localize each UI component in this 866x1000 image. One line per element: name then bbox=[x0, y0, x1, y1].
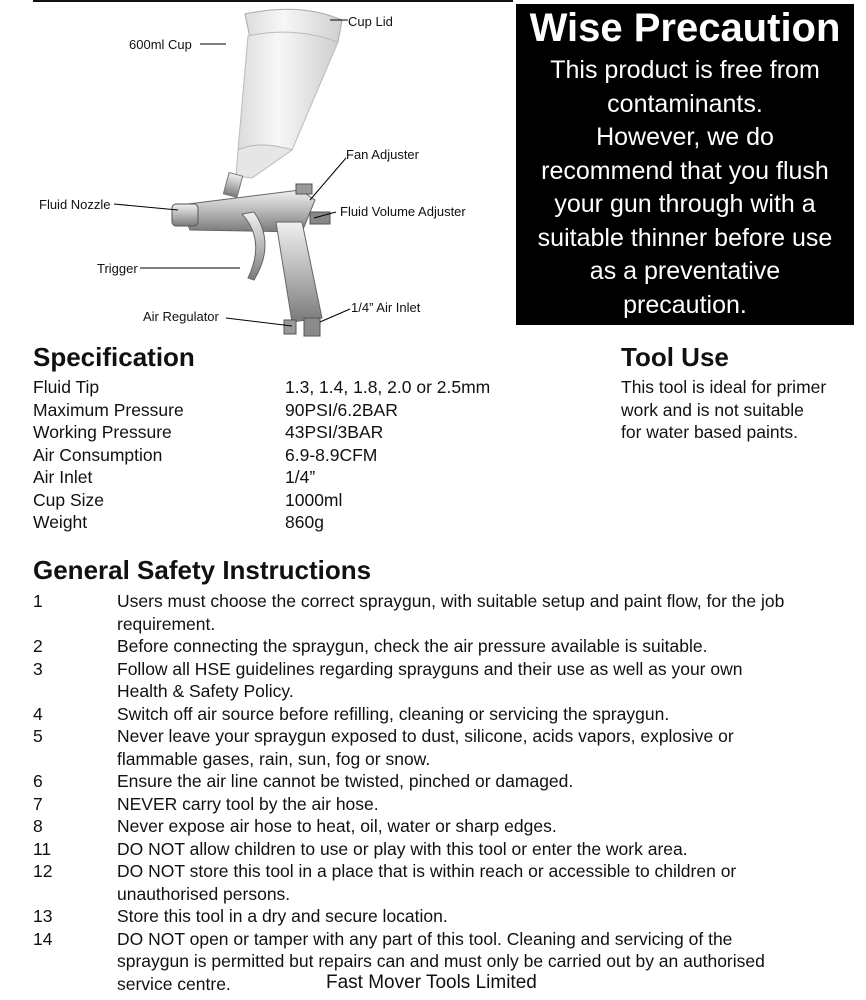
safety-item-number: 14 bbox=[33, 928, 53, 949]
spec-value: 6.9-8.9CFM bbox=[285, 444, 378, 465]
safety-item-text bbox=[117, 703, 833, 726]
spec-label: Weight bbox=[33, 512, 88, 532]
safety-item-number: 4 bbox=[33, 703, 43, 724]
safety-item-number: 12 bbox=[33, 861, 53, 881]
safety-item-number: 5 bbox=[33, 726, 43, 746]
safety-item-number: 3 bbox=[33, 658, 43, 679]
spec-value: 90PSI/6.2BAR bbox=[285, 399, 398, 420]
safety-item bbox=[33, 838, 833, 861]
safety-item-line: DO NOT open or tamper with any part of this tool. Cleaning and servicing of the bbox=[117, 928, 733, 949]
precaution-line: your gun through with a bbox=[554, 190, 816, 218]
spec-row bbox=[33, 511, 553, 534]
safety-item-line: DO NOT allow children to use or play with this tool or enter the work area. bbox=[117, 838, 688, 859]
precaution-body bbox=[516, 54, 854, 322]
safety-item-text bbox=[117, 770, 833, 793]
spec-label: Maximum Pressure bbox=[33, 399, 184, 420]
spec-row bbox=[33, 376, 553, 399]
callout-air-regulator: Air Regulator bbox=[143, 309, 219, 324]
safety-item bbox=[33, 725, 833, 770]
safety-item-line: requirement. bbox=[117, 613, 216, 634]
safety-item bbox=[33, 703, 833, 726]
safety-item-line: Follow all HSE guidelines regarding sprayguns and their use as well as your own bbox=[117, 658, 743, 679]
precaution-line: recommend that you flush bbox=[541, 156, 829, 185]
safety-item-line: Switch off air source before refilling, cleaning or servicing the spraygun. bbox=[117, 703, 670, 724]
precaution-line: contaminants. bbox=[607, 89, 763, 118]
safety-item-number: 13 bbox=[33, 906, 53, 926]
safety-list bbox=[33, 590, 833, 995]
specification-title: Specification bbox=[33, 342, 195, 372]
callout-fan-adjuster: Fan Adjuster bbox=[346, 147, 419, 162]
precaution-line: suitable thinner before use bbox=[537, 223, 833, 252]
safety-item-line: NEVER carry tool by the air hose. bbox=[117, 793, 379, 814]
safety-item-text bbox=[117, 635, 833, 658]
spec-value: 860g bbox=[285, 512, 324, 532]
safety-item bbox=[33, 770, 833, 793]
safety-item-text bbox=[117, 905, 833, 928]
callout-cup: 600ml Cup bbox=[129, 37, 192, 52]
safety-item-number: 1 bbox=[33, 591, 43, 611]
spray-gun-illustration bbox=[30, 0, 510, 345]
safety-item-number: 8 bbox=[33, 816, 43, 836]
precaution-line: However, we do bbox=[596, 123, 774, 151]
precaution-line: This product is free from bbox=[550, 56, 820, 84]
spec-label: Fluid Tip bbox=[33, 377, 100, 397]
safety-item-line: service centre. bbox=[117, 973, 231, 994]
spec-row bbox=[33, 466, 553, 489]
safety-item-text bbox=[117, 815, 833, 838]
callout-air-inlet: 1/4” Air Inlet bbox=[351, 300, 421, 315]
tool-use-title: Tool Use bbox=[621, 342, 729, 372]
spray-gun-diagram bbox=[30, 0, 510, 345]
safety-item-number: 2 bbox=[33, 636, 43, 656]
safety-item-line: Store this tool in a dry and secure location. bbox=[117, 906, 448, 926]
safety-item-line: flammable gases, rain, sun, fog or snow. bbox=[117, 748, 431, 769]
spec-label: Air Inlet bbox=[33, 467, 93, 487]
safety-item-text bbox=[117, 793, 833, 816]
safety-item bbox=[33, 815, 833, 838]
precaution-line: as a preventative bbox=[589, 257, 781, 285]
tool-use-line: This tool is ideal for primer bbox=[621, 377, 827, 397]
callout-fluid-volume-adjuster: Fluid Volume Adjuster bbox=[340, 204, 466, 219]
safety-item-number: 7 bbox=[33, 793, 43, 814]
safety-item bbox=[33, 905, 833, 928]
tool-use-line: for water based paints. bbox=[621, 422, 799, 442]
spec-label: Cup Size bbox=[33, 489, 105, 510]
safety-item-line: Health & Safety Policy. bbox=[117, 681, 294, 701]
safety-item bbox=[33, 590, 833, 635]
specification-table bbox=[33, 376, 553, 534]
footer-company: Fast Mover Tools Limited bbox=[326, 972, 537, 993]
spec-label: Working Pressure bbox=[33, 422, 172, 442]
spec-row bbox=[33, 444, 553, 467]
safety-item-text bbox=[117, 658, 833, 703]
safety-item-line: Never expose air hose to heat, oil, water or sharp edges. bbox=[117, 816, 557, 836]
precaution-line: precaution. bbox=[623, 290, 747, 319]
safety-item bbox=[33, 860, 833, 905]
safety-item-text bbox=[117, 838, 833, 861]
safety-item-line: DO NOT store this tool in a place that is within reach or accessible to children or bbox=[117, 861, 737, 881]
spec-label: Air Consumption bbox=[33, 444, 163, 465]
safety-item-number: 6 bbox=[33, 771, 43, 791]
safety-item bbox=[33, 793, 833, 816]
safety-item-text bbox=[117, 590, 833, 635]
spec-row bbox=[33, 399, 553, 422]
safety-item-line: Ensure the air line cannot be twisted, pinched or damaged. bbox=[117, 771, 574, 791]
safety-item-line: Before connecting the spraygun, check the air pressure available is suitable. bbox=[117, 636, 708, 656]
spec-value: 43PSI/3BAR bbox=[285, 422, 384, 442]
safety-item-text bbox=[117, 725, 833, 770]
safety-title: General Safety Instructions bbox=[33, 555, 372, 585]
callout-cup-lid: Cup Lid bbox=[348, 14, 393, 29]
safety-item bbox=[33, 635, 833, 658]
tool-use-text bbox=[621, 376, 826, 444]
safety-item bbox=[33, 658, 833, 703]
spec-value: 1/4” bbox=[285, 467, 316, 487]
safety-item-text bbox=[117, 860, 833, 905]
precaution-title: Wise Precaution bbox=[529, 6, 841, 50]
spec-row bbox=[33, 489, 553, 512]
safety-item-line: Users must choose the correct spraygun, with suitable setup and paint flow, for the job bbox=[117, 591, 785, 611]
safety-item-line: unauthorised persons. bbox=[117, 883, 291, 904]
precaution-box bbox=[516, 4, 854, 325]
safety-item-number: 11 bbox=[33, 838, 52, 859]
spec-value: 1.3, 1.4, 1.8, 2.0 or 2.5mm bbox=[285, 377, 491, 397]
spec-value: 1000ml bbox=[285, 489, 343, 510]
safety-item-line: spraygun is permitted but repairs can and must only be carried out by an authorised bbox=[117, 951, 765, 971]
tool-use-line: work and is not suitable bbox=[621, 399, 804, 420]
callout-trigger: Trigger bbox=[97, 261, 138, 276]
callout-fluid-nozzle: Fluid Nozzle bbox=[39, 197, 111, 212]
safety-item-line: Never leave your spraygun exposed to dust, silicone, acids vapors, explosive or bbox=[117, 726, 734, 746]
spec-row bbox=[33, 421, 553, 444]
